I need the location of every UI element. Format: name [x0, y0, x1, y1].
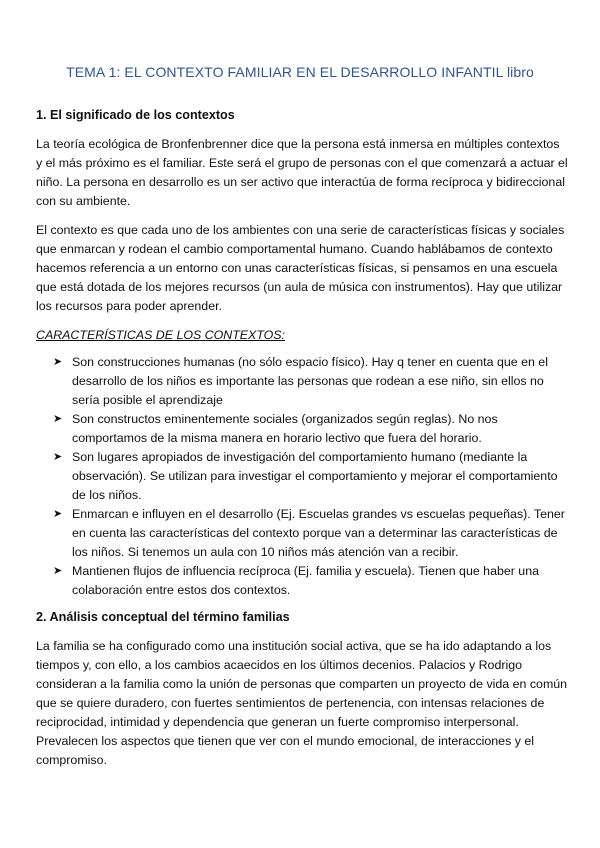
- section-heading-familias: 2. Análisis conceptual del término familias: [36, 610, 290, 624]
- subheading-caracteristicas: CARACTERÍSTICAS DE LOS CONTEXTOS:: [36, 328, 286, 342]
- list-item-text: Son construcciones humanas (no sólo espacio físico). Hay q tener en cuenta que en el desarrollo de los niños es importante las personas que rodean a ese niño, sin ellos no sería posible el aprendizaje: [72, 355, 548, 407]
- list-item-text: Mantienen flujos de influencia recíproca (Ej. familia y escuela). Tienen que haber una colaboración entre estos dos contextos.: [72, 564, 539, 597]
- list-item: [53, 410, 568, 448]
- characteristics-list: [36, 353, 568, 600]
- arrowhead-bullet-icon: ➤: [53, 565, 63, 577]
- arrowhead-bullet-icon: ➤: [53, 413, 63, 425]
- list-item-text: Son constructos eminentemente sociales (organizados según reglas). No nos comportamos de la misma manera en horario lectivo que fuera del horario.: [72, 412, 498, 445]
- list-item: [53, 353, 568, 410]
- list-item-text: Enmarcan e influyen en el desarrollo (Ej. Escuelas grandes vs escuelas pequeñas). Tener en cuenta las características del contexto porque van a determinar las características de los niños. Si tenemos un aula con 10 niños más atención van a recibir.: [72, 507, 565, 559]
- paragraph-bronfenbrenner: La teoría ecológica de Bronfenbrenner dice que la persona está inmersa en múltiples contextos y el más próximo es el familiar. Este será el grupo de personas con el que comenzará a actuar el niño. La persona en desarrollo es un ser activo que interactúa de forma recíproca y bidireccional con su ambiente.: [36, 137, 568, 208]
- arrowhead-bullet-icon: ➤: [53, 451, 63, 463]
- paragraph-familia: La familia se ha configurado como una institución social activa, que se ha ido adaptando a los tiempos y, con ello, a los cambios acaecidos en los últimos decenios. Palacios y Rodrigo consideran a la familia como la unión de personas que comparten un proyecto de vida en común que se quiere duradero, con fuertes sentimientos de pertenencia, con intensas relaciones de reciprocidad, intimidad y dependencia que generan un fuerte compromiso interpersonal. Prevalecen los aspectos que tienen que ver con el mundo emocional, de interacciones y el compromiso.: [36, 639, 568, 767]
- list-item-text: Son lugares apropiados de investigación del comportamiento humano (mediante la observación). Se utilizan para investigar el comportamiento y mejorar el comportamiento de los niños.: [72, 450, 558, 502]
- document-title: TEMA 1: EL CONTEXTO FAMILIAR EN EL DESARROLLO INFANTIL libro: [66, 64, 534, 80]
- document-body: [36, 106, 568, 780]
- list-item: [53, 448, 568, 505]
- paragraph-contexto-definicion: El contexto es que cada uno de los ambientes con una serie de características físicas y sociales que enmarcan y rodean el cambio comportamental humano. Cuando hablábamos de contexto hacemos referencia a un entorno con unas características físicas, si pensamos en una escuela que está dotada de los mejores recursos (un aula de música con instrumentos). Hay que utilizar los recursos para poder aprender.: [36, 223, 565, 313]
- arrowhead-bullet-icon: ➤: [53, 508, 63, 520]
- arrowhead-bullet-icon: ➤: [53, 356, 63, 368]
- list-item: [53, 562, 568, 600]
- section-heading-contexts: 1. El significado de los contextos: [36, 108, 235, 122]
- list-item: [53, 505, 568, 562]
